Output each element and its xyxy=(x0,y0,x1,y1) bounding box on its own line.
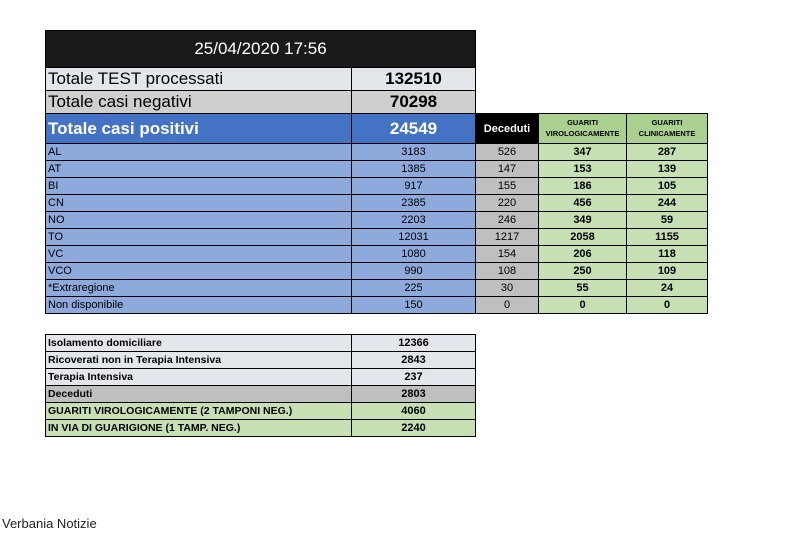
summary-label: Isolamento domiciliare xyxy=(45,334,352,352)
province-deceduti: 0 xyxy=(475,296,539,314)
province-positivi: 990 xyxy=(351,262,476,280)
province-deceduti: 1217 xyxy=(475,228,539,246)
province-name: VCO xyxy=(45,262,352,280)
province-name: Non disponibile xyxy=(45,296,352,314)
province-positivi: 3183 xyxy=(351,143,476,161)
province-positivi: 12031 xyxy=(351,228,476,246)
province-guariti-clin: 118 xyxy=(626,245,708,263)
total-tests-label: Totale TEST processati xyxy=(45,67,352,91)
total-negatives-label: Totale casi negativi xyxy=(45,90,352,114)
province-guariti-clin: 1155 xyxy=(626,228,708,246)
province-positivi: 917 xyxy=(351,177,476,195)
province-positivi: 1385 xyxy=(351,160,476,178)
summary-value: 2240 xyxy=(351,419,476,437)
province-deceduti: 155 xyxy=(475,177,539,195)
province-deceduti: 154 xyxy=(475,245,539,263)
province-name: CN xyxy=(45,194,352,212)
province-guariti-viro: 347 xyxy=(538,143,627,161)
province-guariti-clin: 244 xyxy=(626,194,708,212)
guariti-virologicamente-header: GUARITI VIROLOGICAMENTE xyxy=(538,113,627,144)
source-credit: Verbania Notizie xyxy=(2,516,97,531)
province-deceduti: 147 xyxy=(475,160,539,178)
province-deceduti: 246 xyxy=(475,211,539,229)
province-positivi: 225 xyxy=(351,279,476,297)
province-guariti-viro: 0 xyxy=(538,296,627,314)
summary-value: 237 xyxy=(351,368,476,386)
summary-value: 2803 xyxy=(351,385,476,403)
province-name: *Extraregione xyxy=(45,279,352,297)
summary-value: 4060 xyxy=(351,402,476,420)
summary-value: 2843 xyxy=(351,351,476,369)
deceduti-header: Deceduti xyxy=(475,113,539,144)
province-deceduti: 108 xyxy=(475,262,539,280)
total-tests-value: 132510 xyxy=(351,67,476,91)
province-guariti-clin: 287 xyxy=(626,143,708,161)
province-guariti-viro: 55 xyxy=(538,279,627,297)
province-guariti-viro: 153 xyxy=(538,160,627,178)
province-name: AT xyxy=(45,160,352,178)
total-positives-label: Totale casi positivi xyxy=(45,113,352,144)
summary-label: GUARITI VIROLOGICAMENTE (2 TAMPONI NEG.) xyxy=(45,402,352,420)
province-name: VC xyxy=(45,245,352,263)
province-guariti-clin: 109 xyxy=(626,262,708,280)
province-guariti-viro: 2058 xyxy=(538,228,627,246)
summary-label: Ricoverati non in Terapia Intensiva xyxy=(45,351,352,369)
province-name: AL xyxy=(45,143,352,161)
province-positivi: 2385 xyxy=(351,194,476,212)
province-name: BI xyxy=(45,177,352,195)
province-guariti-clin: 139 xyxy=(626,160,708,178)
province-name: TO xyxy=(45,228,352,246)
province-deceduti: 30 xyxy=(475,279,539,297)
province-positivi: 1080 xyxy=(351,245,476,263)
province-guariti-clin: 59 xyxy=(626,211,708,229)
province-guariti-viro: 250 xyxy=(538,262,627,280)
province-guariti-clin: 105 xyxy=(626,177,708,195)
province-guariti-viro: 206 xyxy=(538,245,627,263)
total-positives-value: 24549 xyxy=(351,113,476,144)
summary-label: Deceduti xyxy=(45,385,352,403)
guariti-clinicamente-header: GUARITI CLINICAMENTE xyxy=(626,113,708,144)
total-negatives-value: 70298 xyxy=(351,90,476,114)
province-guariti-clin: 0 xyxy=(626,296,708,314)
summary-label: IN VIA DI GUARIGIONE (1 TAMP. NEG.) xyxy=(45,419,352,437)
province-positivi: 150 xyxy=(351,296,476,314)
province-guariti-viro: 456 xyxy=(538,194,627,212)
province-deceduti: 526 xyxy=(475,143,539,161)
report-datetime: 25/04/2020 17:56 xyxy=(45,30,476,68)
province-guariti-viro: 186 xyxy=(538,177,627,195)
summary-label: Terapia Intensiva xyxy=(45,368,352,386)
summary-value: 12366 xyxy=(351,334,476,352)
province-deceduti: 220 xyxy=(475,194,539,212)
province-positivi: 2203 xyxy=(351,211,476,229)
province-name: NO xyxy=(45,211,352,229)
province-guariti-viro: 349 xyxy=(538,211,627,229)
province-guariti-clin: 24 xyxy=(626,279,708,297)
